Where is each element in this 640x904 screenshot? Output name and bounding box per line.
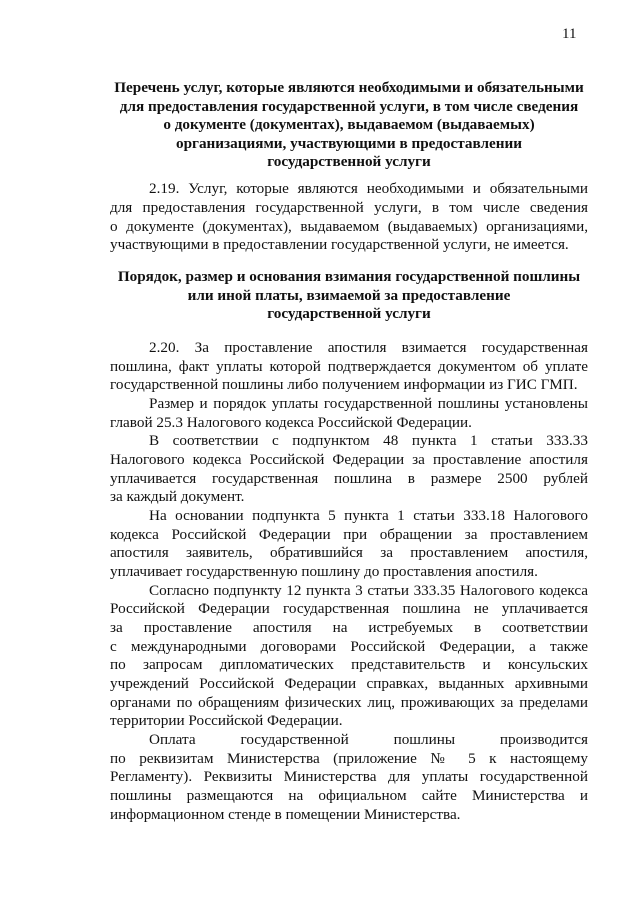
paragraph-line: На основании подпункта 5 пункта 1 статьи 333.18 Налогового xyxy=(149,507,588,524)
paragraph-line: Регламенту). Реквизиты Министерства для уплаты государственной xyxy=(110,768,588,785)
paragraph-line: уплачивается государственная пошлина в размере 2500 рублей xyxy=(110,470,588,487)
paragraph-line: уплачивает государственную пошлину до проставления апостиля. xyxy=(110,563,538,580)
heading-state-fee xyxy=(110,268,588,324)
paragraph-line: с международными договорами Российской Федерации, а также xyxy=(110,638,588,655)
paragraph-line: по реквизитам Министерства (приложение № 5 к настоящему xyxy=(110,750,588,767)
paragraph-line: по запросам дипломатических представительств и консульских xyxy=(110,656,588,673)
heading-line: Порядок, размер и основания взимания государственной пошлины xyxy=(117,268,581,285)
paragraph-line: В соответствии с подпунктом 48 пункта 1 статьи 333.33 xyxy=(149,432,588,449)
paragraph-line: органами по обращениям физических лиц, проживающих за пределами xyxy=(110,694,588,711)
paragraph-line: для предоставления государственной услуги, в том числе сведения xyxy=(110,199,588,216)
page-number: 11 xyxy=(562,26,577,42)
paragraph-line: пошлины размещаются на официальном сайте Министерства и xyxy=(110,787,588,804)
paragraph-line: 2.19. Услуг, которые являются необходимыми и обязательными xyxy=(149,180,588,197)
paragraph-line: 2.20. За проставление апостиля взимается государственная xyxy=(149,339,588,356)
paragraph-line: учреждений Российской Федерации справках, выданных архивными xyxy=(110,675,588,692)
paragraph-line: государственной пошлины либо получением информации из ГИС ГМП. xyxy=(110,376,578,393)
paragraph-line: апостиля заявитель, обратившийся за проставлением апостиля, xyxy=(110,544,588,561)
heading-line: о документе (документах), выдаваемом (выдаваемых) xyxy=(163,116,535,134)
paragraph-line: Российской Федерации государственная пошлина не уплачивается xyxy=(110,600,588,617)
paragraph-line: за проставление апостиля на истребуемых в соответствии xyxy=(110,619,588,636)
paragraph-line: участвующими в предоставлении государственной услуги, не имеется. xyxy=(110,236,569,253)
paragraph-line: Оплата государственной пошлины производится xyxy=(149,731,588,748)
paragraph-line: кодекса Российской Федерации при обращении за проставлением xyxy=(110,526,588,543)
heading-line: государственной услуги xyxy=(267,305,431,323)
paragraph-line: Налогового кодекса Российской Федерации за проставление апостиля xyxy=(110,451,588,468)
heading-line: для предоставления государственной услуги, в том числе сведения xyxy=(119,97,579,115)
heading-line: организациями, участвующими в предоставлении xyxy=(176,134,522,152)
heading-line: или иной платы, взимаемой за предоставление xyxy=(187,286,511,304)
paragraph-line: Согласно подпункту 12 пункта 3 статьи 333.35 Налогового кодекса xyxy=(149,582,588,599)
paragraph-line: пошлина, факт уплаты которой подтверждается документом об уплате xyxy=(110,358,588,375)
heading-line: государственной услуги xyxy=(267,153,431,171)
paragraph-line: информационном стенде в помещении Министерства. xyxy=(110,806,461,823)
heading-line: Перечень услуг, которые являются необходимыми и обязательными xyxy=(114,79,584,96)
heading-required-services xyxy=(110,79,588,172)
paragraph-line: главой 25.3 Налогового кодекса Российской Федерации. xyxy=(110,414,472,431)
paragraph-line: за каждый документ. xyxy=(110,488,245,505)
paragraph-line: территории Российской Федерации. xyxy=(110,712,343,729)
paragraph-line: о документе (документах), выдаваемом (выдаваемых) организациями, xyxy=(110,218,588,235)
paragraph-line: Размер и порядок уплаты государственной пошлины установлены xyxy=(149,395,588,412)
